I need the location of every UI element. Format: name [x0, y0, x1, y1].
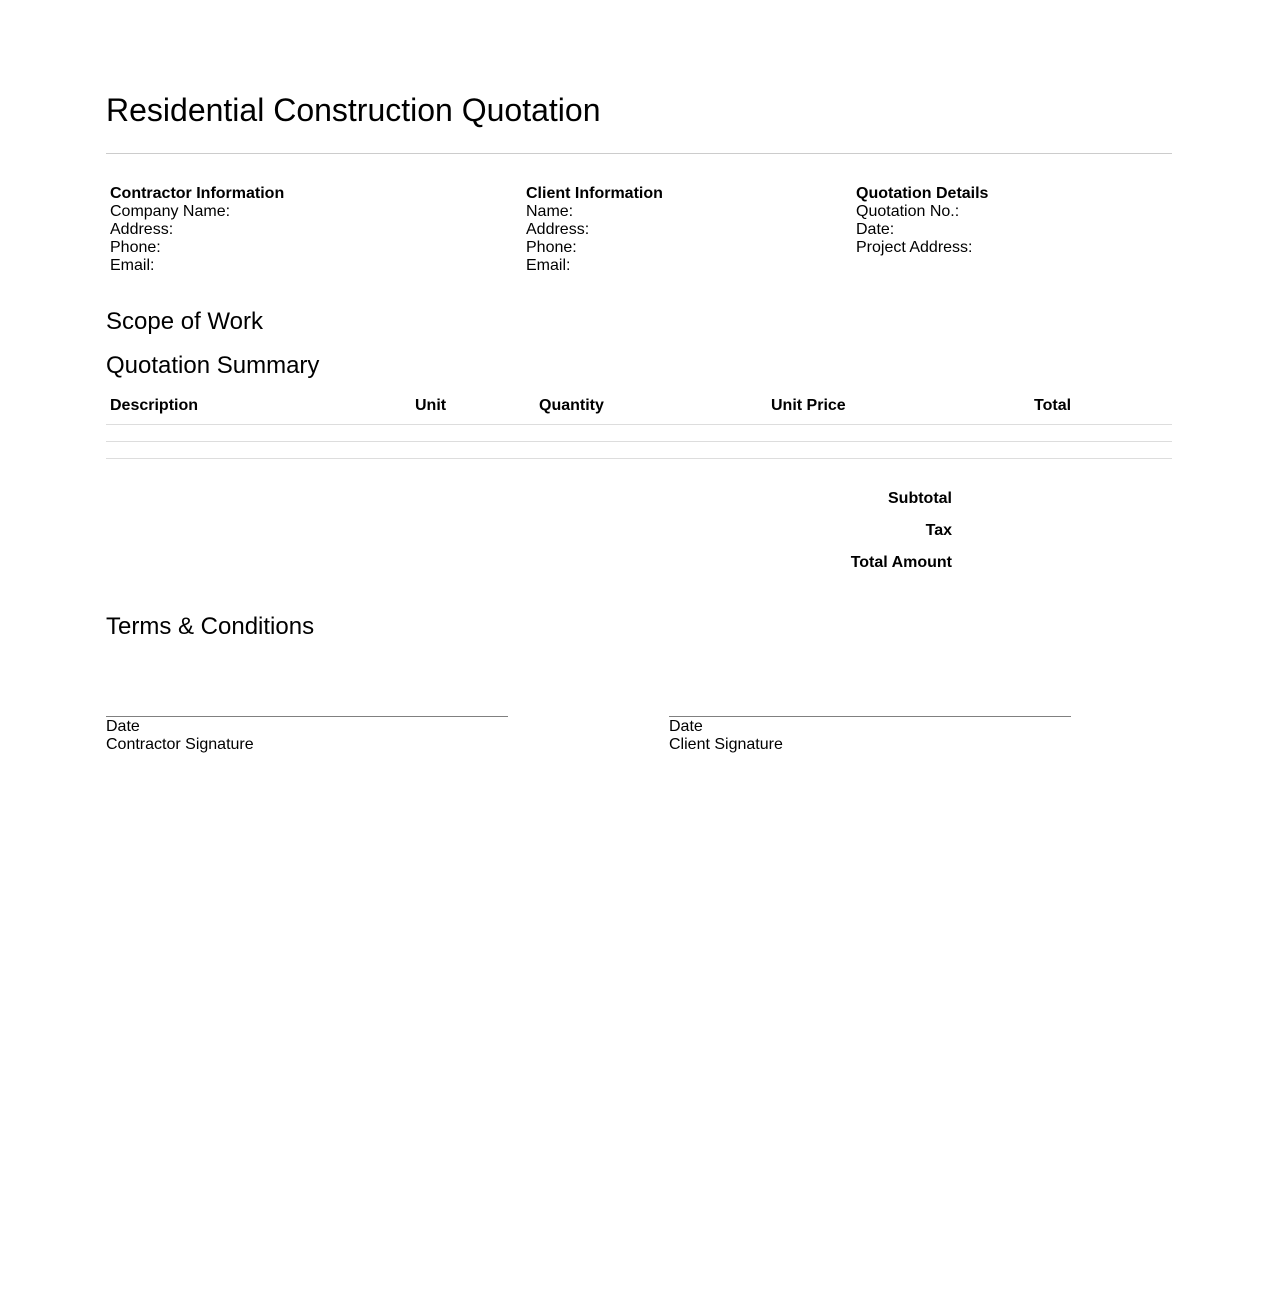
document-title: Residential Construction Quotation: [106, 92, 601, 128]
client-information-heading: Client Information: [526, 185, 663, 202]
table-row: [106, 442, 1172, 459]
quotation-number-label: Quotation No.:: [856, 203, 960, 220]
table-row: [106, 425, 1172, 442]
total-amount-label: Total Amount: [850, 554, 952, 571]
contractor-company-name-label: Company Name:: [110, 203, 231, 220]
cell-unit-price: [767, 425, 1030, 442]
contractor-signature-block: [106, 716, 508, 754]
table-header-row: [106, 392, 1172, 425]
contractor-signature-line: [106, 716, 508, 717]
client-name-label: Name:: [526, 203, 574, 220]
cell-description: [106, 442, 411, 459]
contractor-information: [110, 185, 284, 275]
tax-label: Tax: [925, 522, 952, 539]
cell-total: [1030, 442, 1172, 459]
client-email-label: Email:: [526, 257, 571, 274]
cell-unit-price: [767, 442, 1030, 459]
project-address-label: Project Address:: [856, 239, 973, 256]
cell-description: [106, 425, 411, 442]
client-signature-label: Client Signature: [669, 736, 783, 753]
subtotal-label: Subtotal: [888, 490, 952, 507]
scope-of-work-heading: Scope of Work: [106, 308, 263, 335]
column-header-quantity: Quantity: [535, 392, 767, 425]
contractor-phone-label: Phone:: [110, 239, 161, 256]
cell-quantity: [535, 442, 767, 459]
client-address-label: Address:: [526, 221, 590, 238]
quotation-details-heading: Quotation Details: [856, 185, 989, 202]
contractor-information-heading: Contractor Information: [110, 185, 285, 202]
cell-unit: [411, 442, 535, 459]
client-phone-label: Phone:: [526, 239, 577, 256]
terms-and-conditions-heading: Terms & Conditions: [106, 613, 315, 640]
column-header-unit-price: Unit Price: [767, 392, 1030, 425]
column-header-total: Total: [1030, 392, 1172, 425]
contractor-date-label: Date: [106, 718, 140, 735]
quotation-details: [856, 185, 988, 257]
column-header-description: Description: [106, 392, 411, 425]
contractor-address-label: Address:: [110, 221, 174, 238]
quotation-items-table: [106, 392, 1172, 459]
client-signature-line: [669, 716, 1071, 717]
cell-total: [1030, 425, 1172, 442]
contractor-signature-label: Contractor Signature: [106, 736, 254, 753]
contractor-email-label: Email:: [110, 257, 155, 274]
client-information: [526, 185, 663, 275]
quotation-date-label: Date:: [856, 221, 895, 238]
title-divider: [106, 153, 1172, 154]
client-signature-block: [669, 716, 1071, 754]
quotation-summary-heading: Quotation Summary: [106, 352, 320, 379]
cell-quantity: [535, 425, 767, 442]
cell-unit: [411, 425, 535, 442]
column-header-unit: Unit: [411, 392, 535, 425]
client-date-label: Date: [669, 718, 703, 735]
